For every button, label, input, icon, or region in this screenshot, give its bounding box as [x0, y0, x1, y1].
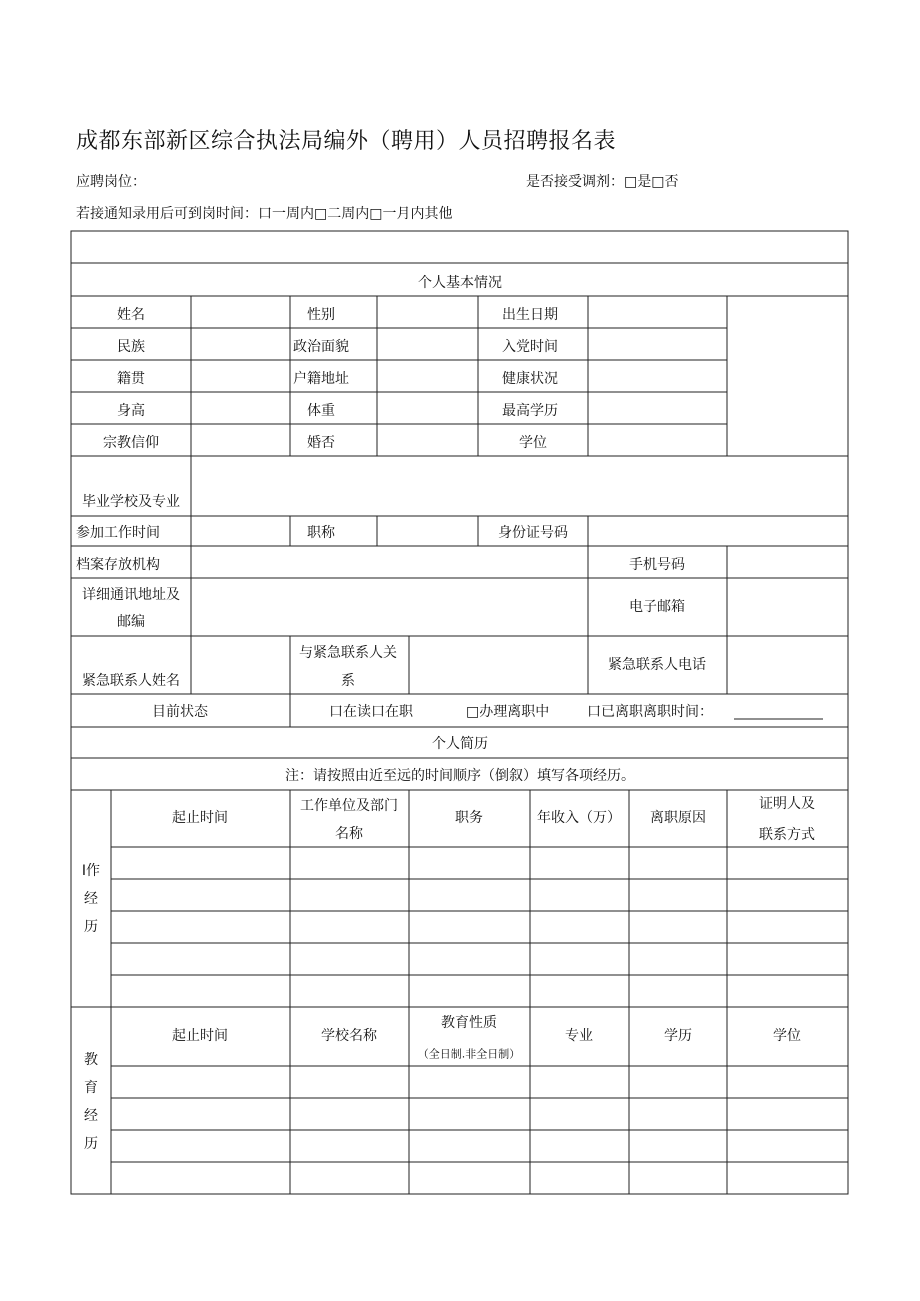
label-address-1: 详细通讯地址及: [82, 587, 180, 603]
archive-field[interactable]: [191, 546, 588, 578]
arrival-label: 若接通知录用后可到岗时间：口一周内□二周内□一月内其他: [76, 206, 453, 222]
label-archive: 档案存放机构: [76, 557, 160, 573]
work-header-reason: 离职原因: [650, 810, 706, 826]
edu-header-level: 学历: [664, 1028, 692, 1044]
position-label: 应聘岗位：: [76, 174, 146, 190]
work-header-period: 起止时间: [172, 810, 228, 826]
top-blank-row[interactable]: [71, 231, 848, 263]
label-emergency-phone: 紧急联系人电话: [608, 657, 706, 673]
label-native: 籍贯: [117, 371, 145, 387]
label-birth: 出生日期: [502, 307, 558, 323]
label-degree: 学位: [519, 435, 547, 451]
phone-field[interactable]: [727, 546, 848, 578]
gender-field[interactable]: [377, 296, 478, 328]
label-address-2: 邮编: [117, 614, 145, 630]
label-gender: 性别: [307, 307, 335, 323]
id-number-field[interactable]: [588, 516, 848, 546]
edu-side-label: 教 育 经 历: [84, 1052, 98, 1152]
label-weight: 体重: [307, 403, 335, 419]
edu-header-period: 起止时间: [172, 1028, 228, 1044]
adjust-label: 是否接受调剂：□是□否: [526, 174, 679, 190]
work-header-post: 职务: [455, 810, 483, 826]
label-education: 最高学历: [502, 403, 558, 419]
label-household: 户籍地址: [293, 371, 349, 387]
label-status: 目前状态: [152, 704, 208, 720]
status-option-studying[interactable]: 口在读口在职: [329, 704, 413, 720]
status-option-resigned[interactable]: 口已离职离职时间：: [587, 704, 713, 720]
work-header-ref-1: 证明人及: [759, 796, 815, 812]
school-major-field[interactable]: [191, 456, 848, 516]
label-emergency-name: 紧急联系人姓名: [82, 673, 180, 689]
address-field[interactable]: [191, 578, 588, 636]
label-health: 健康状况: [502, 371, 558, 387]
label-marriage: 婚否: [307, 435, 335, 451]
label-work-start: 参加工作时间: [76, 525, 160, 541]
label-emergency-relation-2: 系: [341, 673, 355, 689]
label-email: 电子邮箱: [629, 599, 685, 615]
label-school-major: 毕业学校及专业: [82, 494, 180, 510]
form-title: 成都东部新区综合执法局编外（聘用）人员招聘报名表: [76, 129, 617, 154]
label-religion: 宗教信仰: [103, 435, 159, 451]
label-political: 政治面貌: [293, 339, 349, 355]
name-field[interactable]: [191, 296, 290, 328]
resume-note: 注：请按照由近至远的时间顺序（倒叙）填写各项经历。: [285, 768, 635, 784]
label-emergency-relation-1: 与紧急联系人关: [299, 645, 397, 661]
edu-header-nature: 教育性质: [441, 1015, 497, 1031]
section-basic: 个人基本情况: [418, 275, 502, 291]
label-title: 职称: [307, 525, 335, 541]
section-resume: 个人简历: [432, 736, 488, 752]
photo-cell[interactable]: [727, 296, 848, 456]
work-side-label: I作 经 历: [81, 863, 101, 935]
label-ethnicity: 民族: [117, 339, 145, 355]
work-header-unit-1: 工作单位及部门: [300, 798, 398, 814]
work-header-income: 年收入（万）: [537, 810, 621, 826]
label-phone: 手机号码: [629, 557, 685, 573]
label-name: 姓名: [117, 307, 145, 323]
label-height: 身高: [117, 403, 145, 419]
emergency-phone-field[interactable]: [727, 636, 848, 694]
work-header-unit-2: 名称: [335, 826, 363, 842]
edu-header-nature-note: （全日制.非全日制）: [417, 1047, 521, 1061]
status-option-resigning[interactable]: □办理离职中: [466, 704, 550, 720]
label-id-number: 身份证号码: [498, 525, 568, 541]
edu-header-degree: 学位: [773, 1028, 801, 1044]
email-field[interactable]: [727, 578, 848, 636]
edu-header-school: 学校名称: [321, 1028, 377, 1044]
birth-field[interactable]: [588, 296, 727, 328]
label-party-date: 入党时间: [502, 339, 558, 355]
edu-header-major: 专业: [565, 1028, 593, 1044]
work-header-ref-2: 联系方式: [759, 827, 815, 843]
